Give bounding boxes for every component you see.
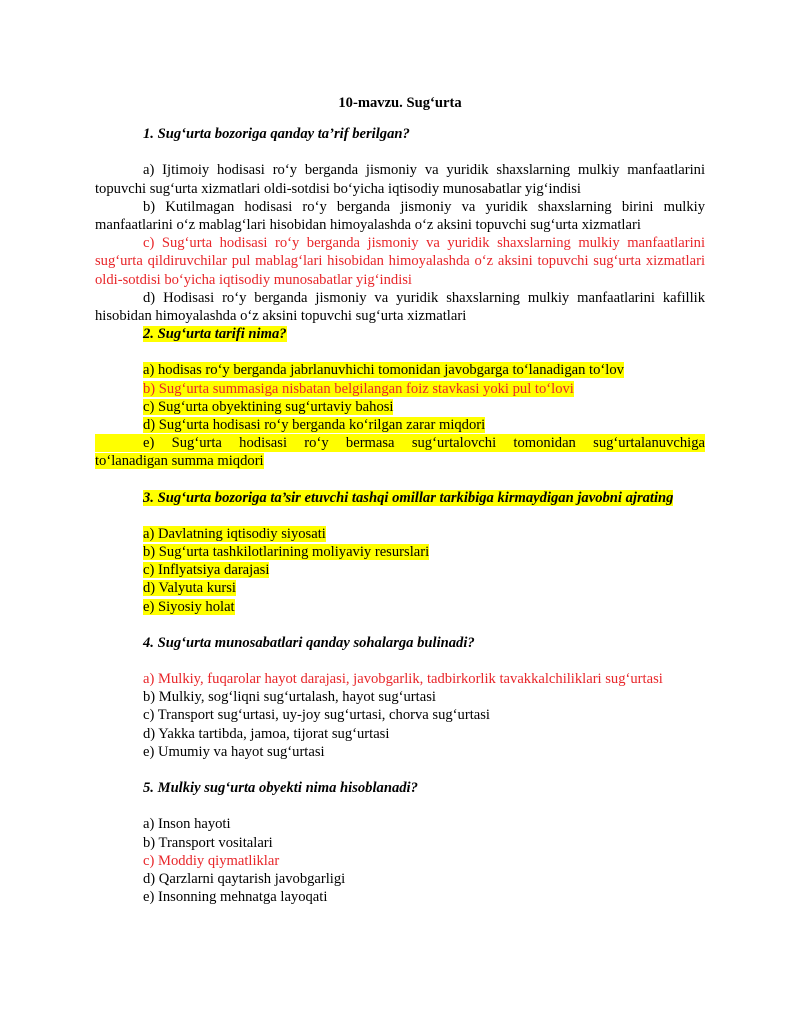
document-body: [95, 94, 705, 906]
q3-option-d: [95, 579, 705, 597]
q1-option-a: a) Ijtimoiy hodisasi ro‘y berganda jismoniy va yuridik shaxslarning mulkiy manfaatlarini topuvchi sug‘urta xizmatlari oldi-sotdisi bo‘yicha iqtisodiy munosabatlar yig‘indisi: [95, 162, 705, 197]
q3-option-e: [95, 598, 705, 616]
q3-option-c-text: c) Inflyatsiya darajasi: [143, 562, 270, 579]
document-title: 10-mavzu. Sug‘urta: [338, 95, 462, 111]
question-1: 1. Sug‘urta bozoriga qanday ta’rif berilgan?: [143, 126, 410, 143]
q1-option-d: d) Hodisasi ro‘y berganda jismoniy va yuridik shaxslarning mulkiy manfaatlarini kafillik hisobidan himoyalashda o‘z aksini topuvchi sug‘urta xizmatlari: [95, 289, 705, 325]
q2-option-d: [95, 416, 705, 434]
q3-option-d-text: d) Valyuta kursi: [143, 580, 236, 597]
q4-option-c: c) Transport sug‘urtasi, uy-joy sug‘urtasi, chorva sug‘urtasi: [143, 707, 490, 724]
q2-option-b-text: b) Sug‘urta summasiga nisbatan belgilangan foiz stavkasi yoki pul to‘lovi: [143, 380, 574, 397]
question-2-text: 2. Sug‘urta tarifi nima?: [143, 326, 287, 343]
q2-option-b-answer: [95, 380, 705, 398]
q2-option-e-cont: [95, 452, 705, 470]
q4-option-d: d) Yakka tartibda, jamoa, tijorat sug‘urtasi: [143, 725, 390, 742]
q3-option-c: [95, 561, 705, 579]
q2-option-d-text: d) Sug‘urta hodisasi ro‘y berganda ko‘rilgan zarar miqdori: [143, 417, 486, 434]
q4-option-a-answer: a) Mulkiy, fuqarolar hayot darajasi, javobgarlik, tadbirkorlik tavakkalchiliklari sug‘urtasi: [143, 671, 663, 688]
q3-option-b-text: b) Sug‘urta tashkilotlarining moliyaviy resurslari: [143, 544, 430, 561]
q5-option-a: a) Inson hayoti: [143, 816, 231, 833]
q2-option-e: e) Sug‘urta hodisasi ro‘y bermasa sug‘urtalovchi tomonidan sug‘urtalanuvchiga: [95, 434, 705, 452]
q4-option-b: b) Mulkiy, sog‘liqni sug‘urtalash, hayot sug‘urtasi: [143, 689, 436, 706]
q5-option-e: e) Insonning mehnatga layoqati: [143, 889, 328, 906]
q2-option-c: [95, 398, 705, 416]
q2-option-c-text: c) Sug‘urta obyektining sug‘urtaviy bahosi: [143, 398, 394, 415]
q1-option-c-answer: c) Sug‘urta hodisasi ro‘y berganda jismoniy va yuridik shaxslarning mulkiy manfaatlarini sug‘urta qildiruvchilar pul mablag‘lari hisobidan himoyalashda o‘z aksini topuvchi sug‘urta xizmatlari oldi-sotdisi bo‘yicha iqtisodiy munosabatlar yig‘indisi: [95, 235, 705, 288]
q4-option-e: e) Umumiy va hayot sug‘urtasi: [143, 743, 325, 760]
q1-option-b: b) Kutilmagan hodisasi ro‘y berganda jismoniy va yuridik shaxslarning birini mulkiy manfaatlarini o‘z mablag‘lari hisobidan himoyalashda o‘z aksini topuvchi sug‘urta xizmatlari: [95, 198, 705, 234]
q2-option-a: [95, 361, 705, 379]
q2-option-e-cont-text: to‘lanadigan summa miqdori: [95, 453, 264, 470]
question-3-text: 3. Sug‘urta bozoriga ta’sir etuvchi tashqi omillar tarkibiga kirmaydigan javobni ajrating: [143, 489, 674, 506]
question-2: [95, 325, 705, 343]
question-3: [95, 489, 705, 507]
q3-option-b: [95, 543, 705, 561]
q5-option-d: d) Qarzlarni qaytarish javobgarligi: [143, 870, 346, 887]
q5-option-b: b) Transport vositalari: [143, 834, 273, 851]
q5-option-c-answer: c) Moddiy qiymatliklar: [143, 852, 280, 869]
q3-option-a-text: a) Davlatning iqtisodiy siyosati: [143, 525, 326, 542]
q3-option-e-text: e) Siyosiy holat: [143, 598, 235, 615]
question-4: 4. Sug‘urta munosabatlari qanday sohalarga bulinadi?: [143, 634, 475, 651]
question-5: 5. Mulkiy sug‘urta obyekti nima hisoblanadi?: [143, 780, 418, 797]
q2-option-a-text: a) hodisas ro‘y berganda jabrlanuvhichi tomonidan javobgarga to‘lanadigan to‘lov: [143, 362, 624, 379]
q3-option-a: [95, 525, 705, 543]
